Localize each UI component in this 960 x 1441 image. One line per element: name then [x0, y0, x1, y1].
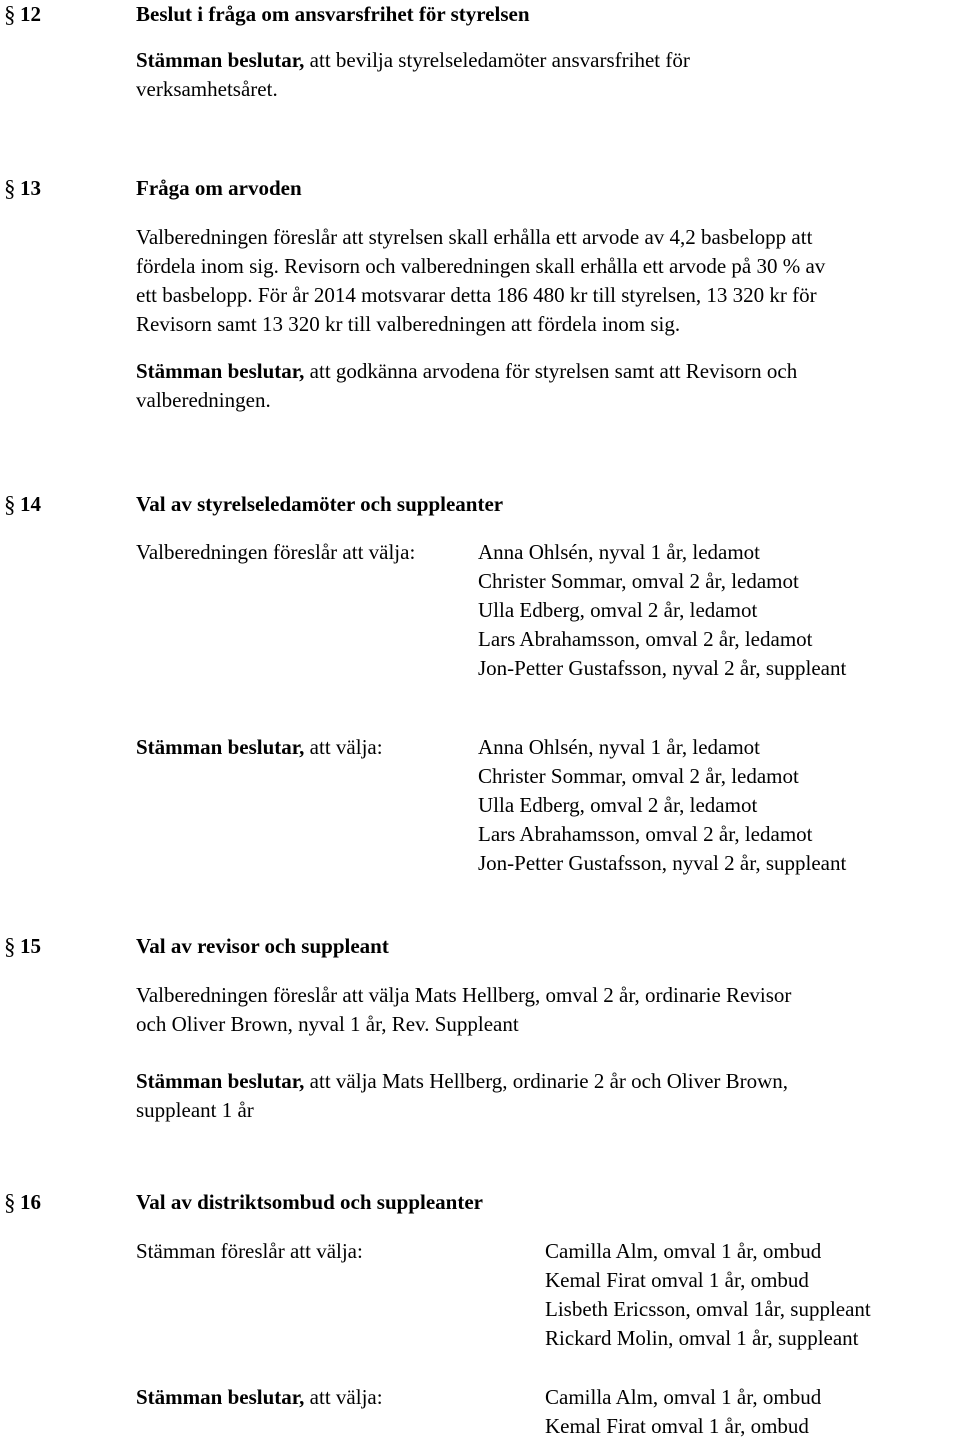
proposal-text-line: Revisorn samt 13 320 kr till valberedningen att fördela inom sig.: [136, 312, 681, 336]
section-sign-icon: §: [4, 176, 16, 201]
decision-text: att välja:: [304, 735, 383, 759]
proposal-text-line: ett basbelopp. För år 2014 motsvarar detta 186 480 kr till styrelsen, 13 320 kr för: [136, 283, 817, 307]
section-15-heading: [0, 932, 960, 961]
decision-label: Stämman beslutar,: [136, 1069, 305, 1093]
decision-paragraph: [136, 46, 951, 104]
list-item: Lars Abrahamsson, omval 2 år, ledamot: [478, 627, 813, 651]
section-title: Fråga om arvoden: [136, 176, 302, 200]
proposal-text-line: Valberedningen föreslår att välja Mats Hellberg, omval 2 år, ordinarie Revisor: [136, 983, 792, 1007]
section-16-heading: [0, 1188, 960, 1217]
proposal-paragraph: [136, 223, 951, 339]
list-item: Lisbeth Ericsson, omval 1år, suppleant: [545, 1297, 871, 1321]
section-title: Val av distriktsombud och suppleanter: [136, 1190, 483, 1214]
decision-label: Stämman beslutar,: [136, 359, 305, 383]
list-item: Jon-Petter Gustafsson, nyval 2 år, suppleant: [478, 656, 847, 680]
list-item: Anna Ohlsén, nyval 1 år, ledamot: [478, 540, 761, 564]
proposal-text-line: fördela inom sig. Revisorn och valberedningen skall erhålla ett arvode på 30 % av: [136, 254, 826, 278]
decision-lead: [136, 1383, 383, 1412]
section-15: [0, 932, 960, 1125]
section-sign-icon: §: [4, 2, 16, 27]
decision-text-line: verksamhetsåret.: [136, 77, 278, 101]
list-item: Ulla Edberg, omval 2 år, ledamot: [478, 793, 758, 817]
decision-paragraph: [136, 1067, 951, 1125]
proposal-paragraph: [136, 981, 951, 1039]
decision-paragraph: [136, 357, 951, 415]
decision-lead: [136, 733, 383, 762]
list-item: Anna Ohlsén, nyval 1 år, ledamot: [478, 735, 761, 759]
decision-label: Stämman beslutar,: [136, 1385, 305, 1409]
section-title: Val av revisor och suppleant: [136, 934, 389, 958]
proposal-candidate-list: [545, 1237, 871, 1353]
decision-text-line: valberedningen.: [136, 388, 271, 412]
section-13: [0, 174, 960, 415]
section-title: Val av styrelseledamöter och suppleanter: [136, 492, 504, 516]
list-item: Kemal Firat omval 1 år, ombud: [545, 1268, 809, 1292]
list-item: Kemal Firat omval 1 år, ombud: [545, 1414, 809, 1438]
list-item: Lars Abrahamsson, omval 2 år, ledamot: [478, 822, 813, 846]
list-item: Jon-Petter Gustafsson, nyval 2 år, suppleant: [478, 851, 847, 875]
list-item: Christer Sommar, omval 2 år, ledamot: [478, 569, 799, 593]
list-item: Ulla Edberg, omval 2 år, ledamot: [478, 598, 758, 622]
section-sign-icon: §: [4, 492, 16, 517]
decision-text-line: suppleant 1 år: [136, 1098, 254, 1122]
section-title: Beslut i fråga om ansvarsfrihet för styrelsen: [136, 2, 530, 26]
section-number: 14: [20, 492, 41, 516]
section-14: [0, 490, 960, 875]
section-12: [0, 0, 960, 104]
decision-text: att välja:: [304, 1385, 383, 1409]
list-item: Camilla Alm, omval 1 år, ombud: [545, 1239, 822, 1263]
section-number: 16: [20, 1190, 41, 1214]
section-12-heading: [0, 0, 960, 29]
section-16: [0, 1188, 960, 1438]
decision-candidate-list: [545, 1383, 821, 1441]
section-number: 15: [20, 934, 41, 958]
decision-text-line: att välja Mats Hellberg, ordinarie 2 år och Oliver Brown,: [304, 1069, 789, 1093]
proposal-lead: Stämman föreslår att välja:: [136, 1239, 363, 1263]
decision-label: Stämman beslutar,: [136, 735, 305, 759]
section-sign-icon: §: [4, 1190, 16, 1215]
section-13-heading: [0, 174, 960, 203]
section-number: 13: [20, 176, 41, 200]
decision-label: Stämman beslutar,: [136, 48, 305, 72]
decision-text-line: att godkänna arvodena för styrelsen samt att Revisorn och: [304, 359, 798, 383]
section-14-heading: [0, 490, 960, 519]
proposal-text-line: Valberedningen föreslår att styrelsen skall erhålla ett arvode av 4,2 basbelopp att: [136, 225, 813, 249]
list-item: Rickard Molin, omval 1 år, suppleant: [545, 1326, 859, 1350]
list-item: Christer Sommar, omval 2 år, ledamot: [478, 764, 799, 788]
list-item: Camilla Alm, omval 1 år, ombud: [545, 1385, 822, 1409]
section-number: 12: [20, 2, 41, 26]
decision-text-line: att bevilja styrelseledamöter ansvarsfrihet för: [304, 48, 690, 72]
decision-candidate-list: [478, 733, 846, 878]
proposal-text-line: och Oliver Brown, nyval 1 år, Rev. Suppleant: [136, 1012, 519, 1036]
proposal-candidate-list: [478, 538, 846, 683]
section-sign-icon: §: [4, 934, 16, 959]
proposal-lead: Valberedningen föreslår att välja:: [136, 540, 416, 564]
